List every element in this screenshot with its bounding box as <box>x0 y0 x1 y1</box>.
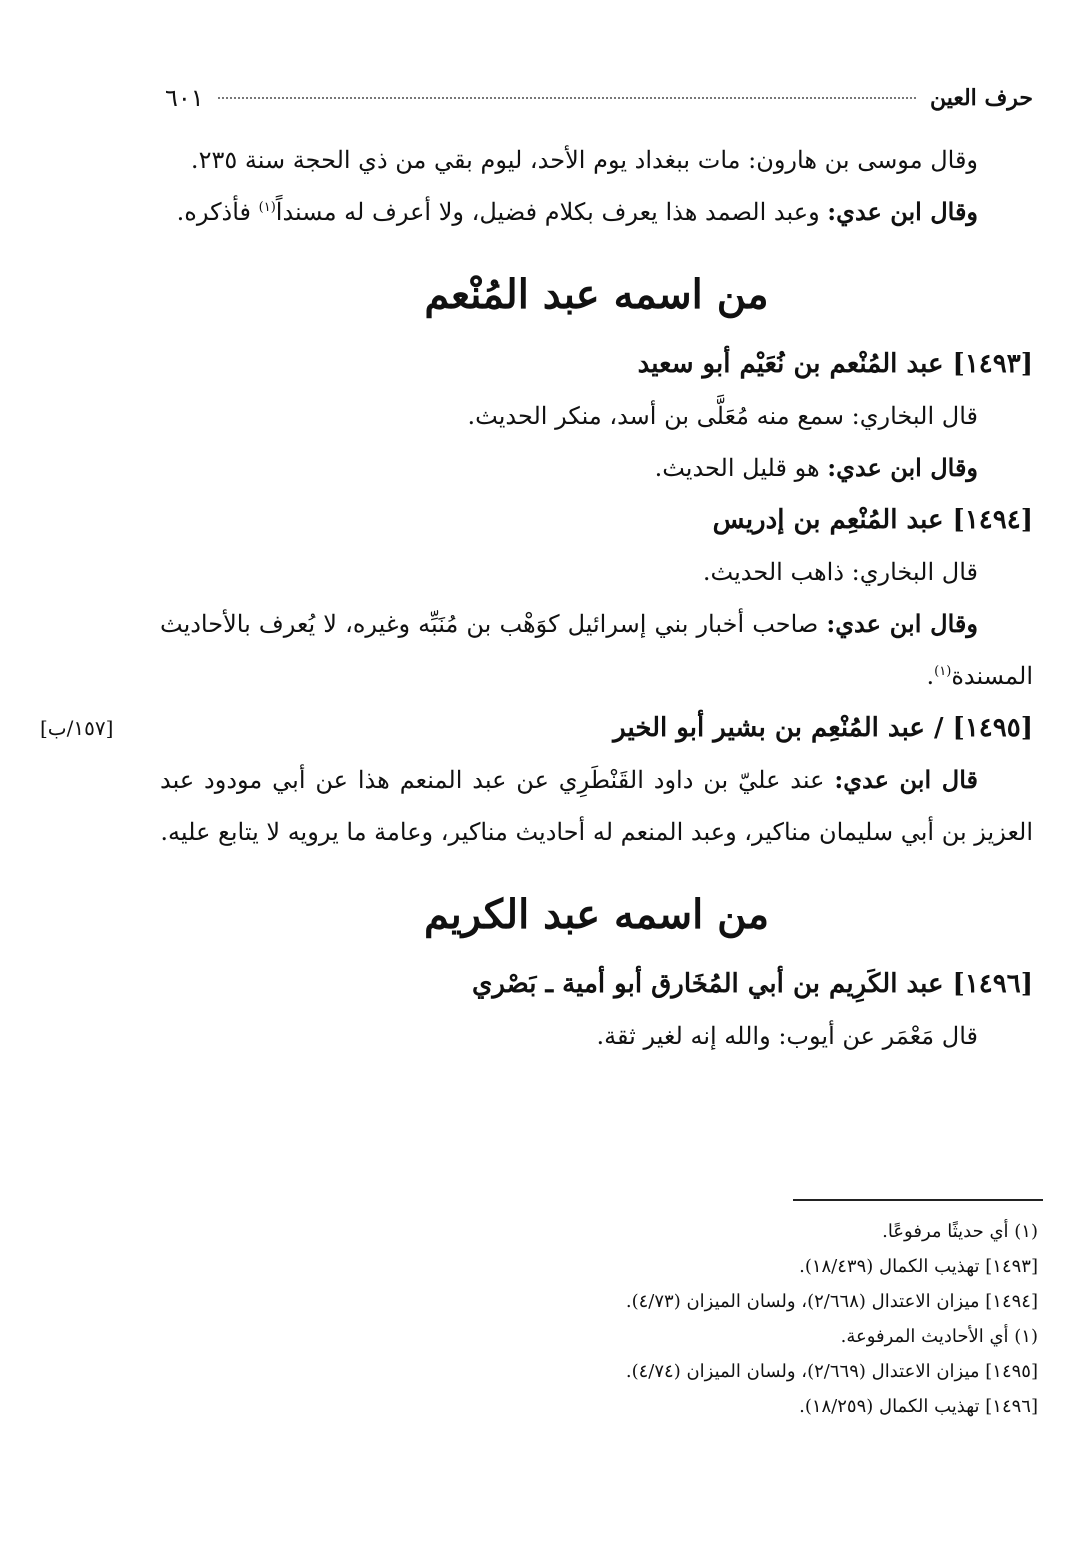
footnote: [١٤٩٤] ميزان الاعتدال (٢/٦٦٨)، ولسان الميزان (٤/٧٣). <box>625 1291 1038 1312</box>
paragraph-text: فأذكره. <box>176 198 259 226</box>
footnote: (١) أي حديثًا مرفوعًا. <box>882 1221 1038 1242</box>
speaker-lead: وقال ابن عدي: <box>827 453 978 482</box>
footnote: (١) أي الأحاديث المرفوعة. <box>840 1326 1038 1347</box>
paragraph: قال مَعْمَر عن أيوب: والله إنه لغير ثقة. <box>596 1022 978 1050</box>
speaker-lead: وقال ابن عدي: <box>827 197 978 226</box>
footnote: [١٤٩٥] ميزان الاعتدال (٢/٦٦٩)، ولسان الميزان (٤/٧٤). <box>625 1361 1038 1382</box>
entry-heading-with-margin <box>40 702 1033 754</box>
entry-heading: [١٤٩٦] عبد الكَرِيم بن أبي المُخَارق أبو أمية ـ بَصْري <box>471 969 1033 999</box>
page-header <box>165 80 1033 116</box>
speaker-lead: وقال ابن عدي: <box>826 609 978 638</box>
section-title: من اسمه عبد الكريم <box>424 891 769 938</box>
footnote-separator <box>793 1199 1043 1201</box>
footnotes <box>160 1214 1038 1424</box>
paragraph: قال البخاري: سمع منه مُعَلَّى بن أسد، منكر الحديث. <box>467 402 978 430</box>
entry-heading: [١٤٩٣] عبد المُنْعم بن نُعَيْم أبو سعيد <box>637 349 1033 379</box>
footnote: [١٤٩٣] تهذيب الكمال (١٨/٤٣٩). <box>799 1256 1038 1277</box>
paragraph-text: وعبد الصمد هذا يعرف بكلام فضيل، ولا أعرف له مسنداً <box>275 198 828 226</box>
paragraph: وقال موسى بن هارون: مات ببغداد يوم الأحد، ليوم بقي من ذي الحجة سنة ٢٣٥. <box>190 146 978 174</box>
paragraph-text: صاحب أخبار بني إسرائيل كوَهْب بن مُنَبِّه وغيره، لا يُعرف بالأحاديث المسندة <box>160 610 1033 690</box>
paragraph: قال البخاري: ذاهب الحديث. <box>702 558 978 586</box>
footnote: [١٤٩٦] تهذيب الكمال (١٨/٢٥٩). <box>799 1396 1038 1417</box>
speaker-lead: قال ابن عدي: <box>834 765 979 794</box>
paragraph-text: هو قليل الحديث. <box>654 454 828 482</box>
page-number: ٦٠١ <box>165 84 204 112</box>
paragraph <box>160 186 1033 238</box>
paragraph-text: . <box>926 662 935 690</box>
paragraph <box>160 754 1033 858</box>
running-head: حرف العين <box>929 85 1033 111</box>
margin-manuscript-ref: [١٥٧/ب] <box>40 716 114 740</box>
main-text <box>40 134 1033 1062</box>
paragraph <box>160 598 1033 702</box>
paragraph-text: عند عليّ بن داود القَنْطَرِي عن عبد المنعم هذا عن أبي مودود عبد العزيز بن أبي سليمان مناكير، وعبد المنعم له أحاديث مناكير، وعامة ما يرويه لا يتابع عليه. <box>160 766 1033 846</box>
entry-heading: [١٤٩٥] / عبد المُنْعِم بن بشير أبو الخير <box>613 713 1033 743</box>
paragraph <box>160 442 1033 494</box>
section-title: من اسمه عبد المُنْعم <box>424 271 769 318</box>
header-dotted-leader <box>218 97 916 99</box>
footnote-marker: (١) <box>258 200 276 215</box>
entry-heading: [١٤٩٤] عبد المُنْعِم بن إدريس <box>712 505 1033 535</box>
footnote-marker: (١) <box>934 664 952 679</box>
